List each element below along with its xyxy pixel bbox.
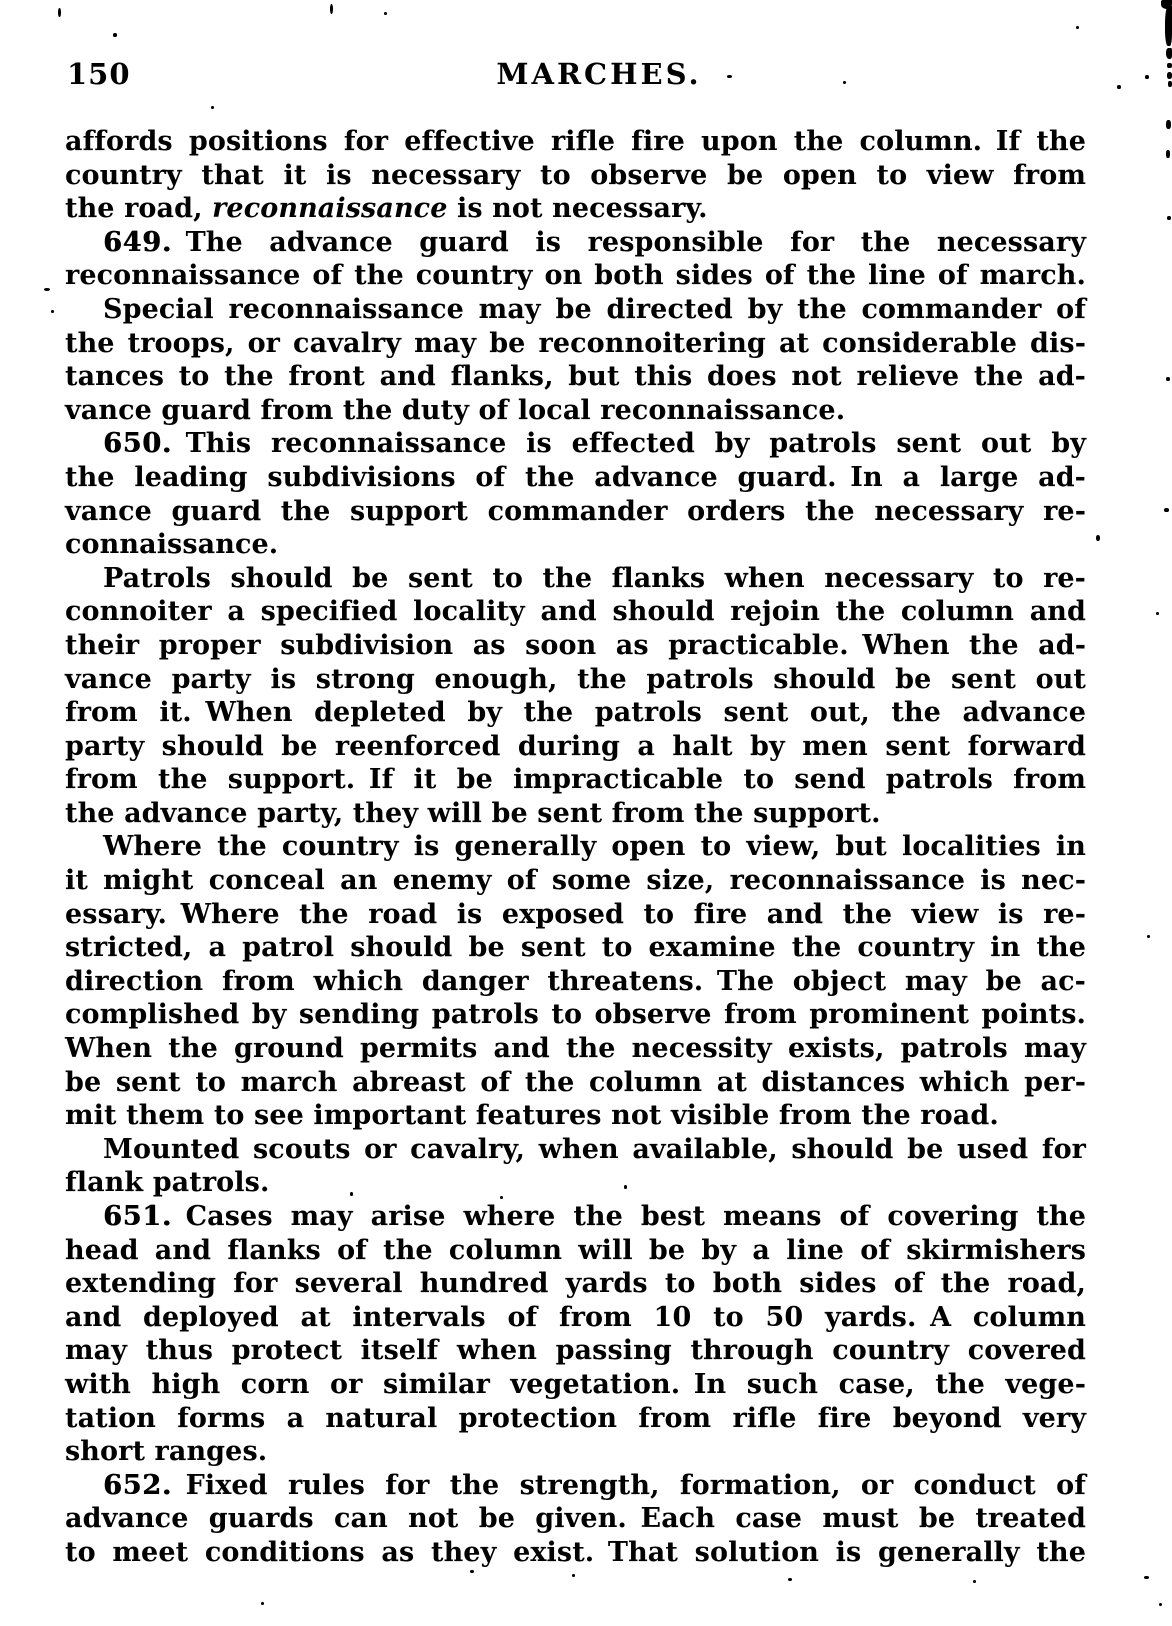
paragraph [65,427,1086,561]
running-head: MARCHES. [496,57,702,91]
text-segment: advance guards can not be given. Each case must be treated [65,1503,1086,1535]
text-segment: vance guard from the duty of local reconnaissance. [65,394,846,426]
text-line [65,293,1086,327]
text-segment: head and flanks of the column will be by a line of skirmishers [65,1234,1086,1266]
text-segment: from the support. If it be impracticable to send patrols from [65,764,1086,796]
text-segment: and deployed at intervals of from 10 to 50 yards. A column [65,1301,1086,1333]
text-segment-num: 652. [103,1469,172,1501]
text-line [65,192,1086,226]
text-line [65,125,1086,159]
text-line [65,360,1086,394]
text-segment: The advance guard is responsible for the necessary [171,226,1086,258]
text-segment: flank patrols. [65,1167,270,1199]
text-segment: short ranges. [65,1436,268,1468]
text-segment: mit them to see important features not visible from the road. [65,1100,999,1132]
text-line [65,1301,1086,1335]
text-line [65,1234,1086,1268]
paragraph [65,1200,1086,1469]
text-line [65,1536,1086,1570]
text-line [65,1066,1086,1100]
text-line [65,763,1086,797]
text-line [65,562,1086,596]
paragraph [65,1133,1086,1200]
text-line [65,1502,1086,1536]
text-line [65,528,1086,562]
text-segment-num: 651. [103,1201,172,1232]
text-segment: connaissance. [65,529,279,561]
text-line [65,998,1086,1032]
paragraph [65,125,1086,226]
text-line [65,1334,1086,1368]
text-line [65,1469,1086,1503]
text-line [65,595,1086,629]
text-segment: the troops, or cavalry may be reconnoitering at considerable dis- [65,327,1086,359]
page-number: 150 [67,57,131,91]
text-segment: connoiter a specified locality and should rejoin the column and [65,596,1086,628]
text-segment: country that it is necessary to observe be open to view from [65,159,1086,191]
text-segment: Special reconnaissance may be directed by the commander of [103,293,1086,325]
text-segment: tances to the front and flanks, but this does not relieve the ad- [65,361,1086,393]
text-line [65,259,1086,293]
text-segment: from it. When depleted by the patrols sent out, the advance [65,697,1086,729]
text-line [65,898,1086,932]
text-segment: may thus protect itself when passing through country covered [65,1335,1086,1367]
text-segment: direction from which danger threatens. The object may be ac- [65,965,1086,997]
paragraph [65,830,1086,1132]
text-segment: essary. Where the road is exposed to fire and the view is re- [65,898,1086,930]
text-line [65,495,1086,529]
text-line [65,730,1086,764]
text-line [65,830,1086,864]
text-segment: tation forms a natural protection from rifle fire beyond very [65,1402,1086,1434]
text-line [65,1032,1086,1066]
text-segment: with high corn or similar vegetation. In such case, the vege- [65,1368,1086,1400]
text-segment: affords positions for effective rifle fire upon the column. If the [65,126,1086,157]
paragraph [65,293,1086,427]
text-line [65,663,1086,697]
text-segment: Patrols should be sent to the flanks when necessary to re- [103,562,1086,594]
text-segment: is not necessary. [447,193,708,225]
text-segment: party should be reenforced during a halt by men sent forward [65,730,1086,762]
text-line [65,1099,1086,1133]
text-line [65,931,1086,965]
text-segment: When the ground permits and the necessity exists, patrols may [65,1033,1086,1065]
paragraph [65,562,1086,831]
paragraph [65,1469,1086,1570]
text-line [65,1368,1086,1402]
text-line [65,965,1086,999]
text-line [65,1435,1086,1469]
text-segment: to meet conditions as they exist. That solution is generally the [65,1536,1086,1568]
text-segment: Where the country is generally open to view, but localities in [103,831,1086,863]
text-line [65,1133,1086,1167]
text-segment: stricted, a patrol should be sent to examine the country in the [65,932,1086,964]
text-segment: the road, [65,193,213,225]
text-segment-num: 650. [103,428,172,460]
paragraph [65,226,1086,293]
text-segment-num: 649. [103,226,172,258]
text-line [65,629,1086,663]
text-segment: the advance party, they will be sent from the support. [65,797,881,829]
text-segment: vance guard the support commander orders the necessary re- [65,495,1086,527]
text-line [65,1166,1086,1200]
text-line [65,1402,1086,1436]
text-segment: This reconnaissance is effected by patrols sent out by [171,428,1086,460]
page-body-text [65,125,1086,1570]
text-segment: extending for several hundred yards to both sides of the road, [65,1268,1086,1300]
text-line [65,226,1086,260]
text-segment: the leading subdivisions of the advance guard. In a large ad- [65,461,1086,493]
text-segment: Mounted scouts or cavalry, when available, should be used for [103,1133,1086,1165]
text-line [65,1200,1086,1234]
text-segment: complished by sending patrols to observe from prominent points. [65,999,1086,1031]
text-segment: reconnaissance of the country on both sides of the line of march. [65,260,1086,292]
text-line [65,394,1086,428]
text-line [65,159,1086,193]
text-line [65,696,1086,730]
text-segment: be sent to march abreast of the column at distances which per- [65,1066,1086,1098]
text-line [65,797,1086,831]
text-segment: it might conceal an enemy of some size, reconnaissance is nec- [65,865,1086,897]
text-segment: Fixed rules for the strength, formation, or conduct of [171,1469,1086,1501]
text-segment: Cases may arise where the best means of covering the [171,1201,1086,1232]
text-line [65,327,1086,361]
text-line [65,864,1086,898]
text-line [65,1267,1086,1301]
text-segment-italic: reconnaissance [212,193,448,225]
text-segment: their proper subdivision as soon as practicable. When the ad- [65,629,1086,661]
text-line [65,427,1086,461]
text-line [65,461,1086,495]
text-segment: vance party is strong enough, the patrols should be sent out [65,663,1086,695]
